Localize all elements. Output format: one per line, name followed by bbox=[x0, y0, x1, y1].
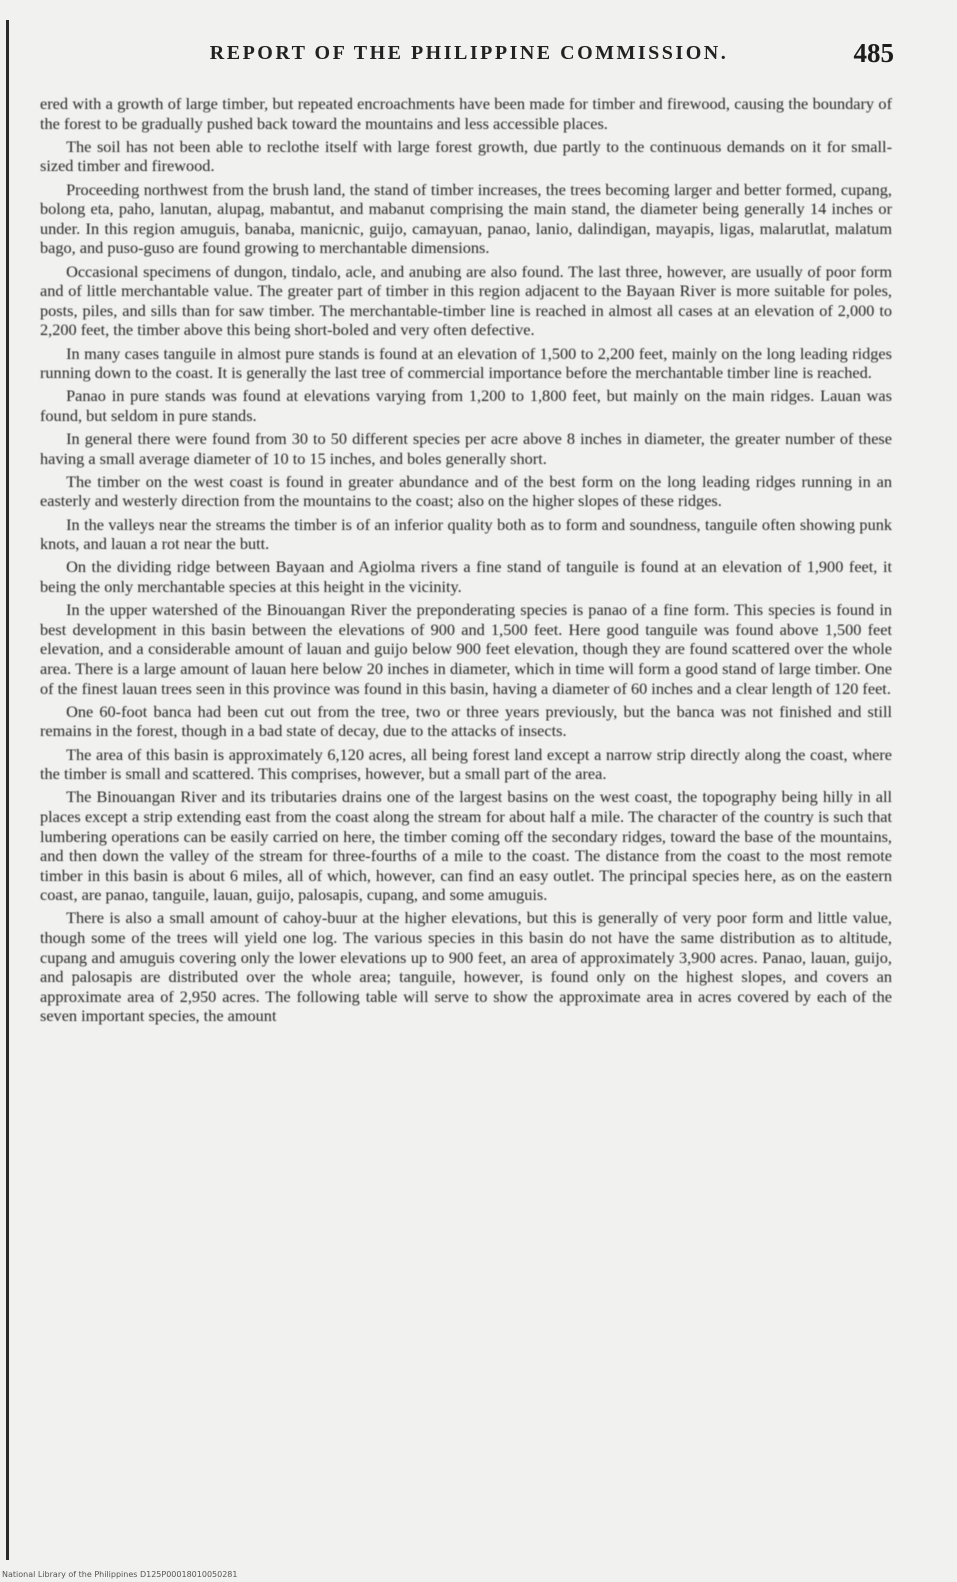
scan-source-line: National Library of the Philippines D125P00018010050281 bbox=[2, 1570, 238, 1579]
paragraph: The soil has not been able to reclothe itself with large forest growth, due partly to the continuous demands on it for small-sized timber and firewood. bbox=[40, 136, 892, 176]
paragraph: In general there were found from 30 to 50 different species per acre above 8 inches in diameter, the greater number of these having a small average diameter of 10 to 15 inches, and boles generally short. bbox=[40, 429, 892, 468]
paragraph: There is also a small amount of cahoy-buur at the higher elevations, but this is generally of very poor form and little value, though some of the trees will yield one log. The various species in this basin do not have the same distribution as to altitude, cupang and amuguis covering only the lower elevations up to 900 feet, an area of approximately 3,900 acres. Panao, lauan, guijo, and palosapis are distributed over the whole area; tanguile, however, is found only on the highest slopes, and covers an approximate area of 2,950 acres. The following table will serve to show the approximate area in acres covered by each of the seven important species, the amount bbox=[40, 908, 892, 1026]
running-title: REPORT OF THE PHILIPPINE COMMISSION. bbox=[209, 42, 729, 64]
paragraph: The Binouangan River and its tributaries drains one of the largest basins on the west coast, the topography being hilly in all places except a strip extending east from the coast along the stream for about half a mile. The character of the country is such that lumbering operations can be easily carried on here, the timber coming off the secondary ridges, toward the base of the mountains, and then down the valley of the stream for three-fourths of a mile to the coast. The distance from the coast to the most remote timber in this basin is about 6 miles, all of which, however, can find an easy outlet. The principal species here, as on the eastern coast, are panao, tanguile, lauan, guijo, palosapis, cupang, and some amuguis. bbox=[40, 787, 892, 905]
paragraph: Proceeding northwest from the brush land, the stand of timber increases, the trees becoming larger and better formed, cupang, bolong eta, paho, lanutan, alupag, mabantut, and mabanut comprising the main stand, the diameter being generally 14 inches or under. In this region amuguis, banaba, manicnic, guijo, camayuan, panao, lanio, dalindigan, mayapis, ligas, malarutlat, malatum bago, and puso-guso are found growing to merchantable dimensions. bbox=[40, 179, 892, 258]
paragraph: On the dividing ridge between Bayaan and Agiolma rivers a fine stand of tanguile is found at an elevation of 1,900 feet, it being the only merchantable species at this height in the vicinity. bbox=[40, 557, 892, 596]
paragraph: ered with a growth of large timber, but repeated encroachments have been made for timber and firewood, causing the boundary of the forest to be gradually pushed back toward the mountains and less accessible places. bbox=[40, 94, 892, 133]
binding-edge bbox=[6, 20, 9, 1560]
page-header bbox=[44, 38, 894, 78]
paragraph: One 60-foot banca had been cut out from the tree, two or three years previously, but the banca was not finished and still remains in the forest, though in a bad state of decay, due to the attacks of insects. bbox=[40, 701, 892, 741]
paragraph: Panao in pure stands was found at elevations varying from 1,200 to 1,800 feet, but mainly on the main ridges. Lauan was found, but seldom in pure stands. bbox=[40, 386, 892, 425]
paragraph: In the upper watershed of the Binouangan River the preponderating species is panao of a fine form. This species is found in best development in this basin between the elevations of 900 and 1,500 feet. Here good tanguile was found above 1,500 feet elevation, and a considerable amount of lauan and guijo below 900 feet elevation, though they are found scattered over the whole area. There is a large amount of lauan here below 20 inches in diameter, which in time will form a good stand of large timber. One of the finest lauan trees seen in this province was found in this basin, having a diameter of 60 inches and a clear length of 120 feet. bbox=[40, 600, 892, 698]
paragraph: Occasional specimens of dungon, tindalo, acle, and anubing are also found. The last three, however, are usually of poor form and of little merchantable value. The greater part of timber in this region adjacent to the Bayaan River is more suitable for poles, posts, piles, and sills than for saw timber. The merchantable-timber line is reached in almost all cases at an elevation of 2,000 to 2,200 feet, the timber above this being short-boled and very often defective. bbox=[40, 261, 892, 340]
paragraph: In many cases tanguile in almost pure stands is found at an elevation of 1,500 to 2,200 feet, mainly on the long leading ridges running down to the coast. It is generally the last tree of commercial importance before the merchantable timber line is reached. bbox=[40, 343, 892, 383]
page-number: 485 bbox=[853, 38, 894, 68]
paragraph: In the valleys near the streams the timber is of an inferior quality both as to form and soundness, tanguile often showing punk knots, and lauan a rot near the butt. bbox=[40, 514, 892, 554]
paragraph: The timber on the west coast is found in greater abundance and of the best form on the long leading ridges running in an easterly and westerly direction from the mountains to the coast; also on the higher slopes of these ridges. bbox=[40, 471, 892, 511]
body-text bbox=[40, 94, 892, 1030]
paragraph: The area of this basin is approximately 6,120 acres, all being forest land except a narrow strip directly along the coast, where the timber is small and scattered. This comprises, however, but a small part of the area. bbox=[40, 744, 892, 784]
